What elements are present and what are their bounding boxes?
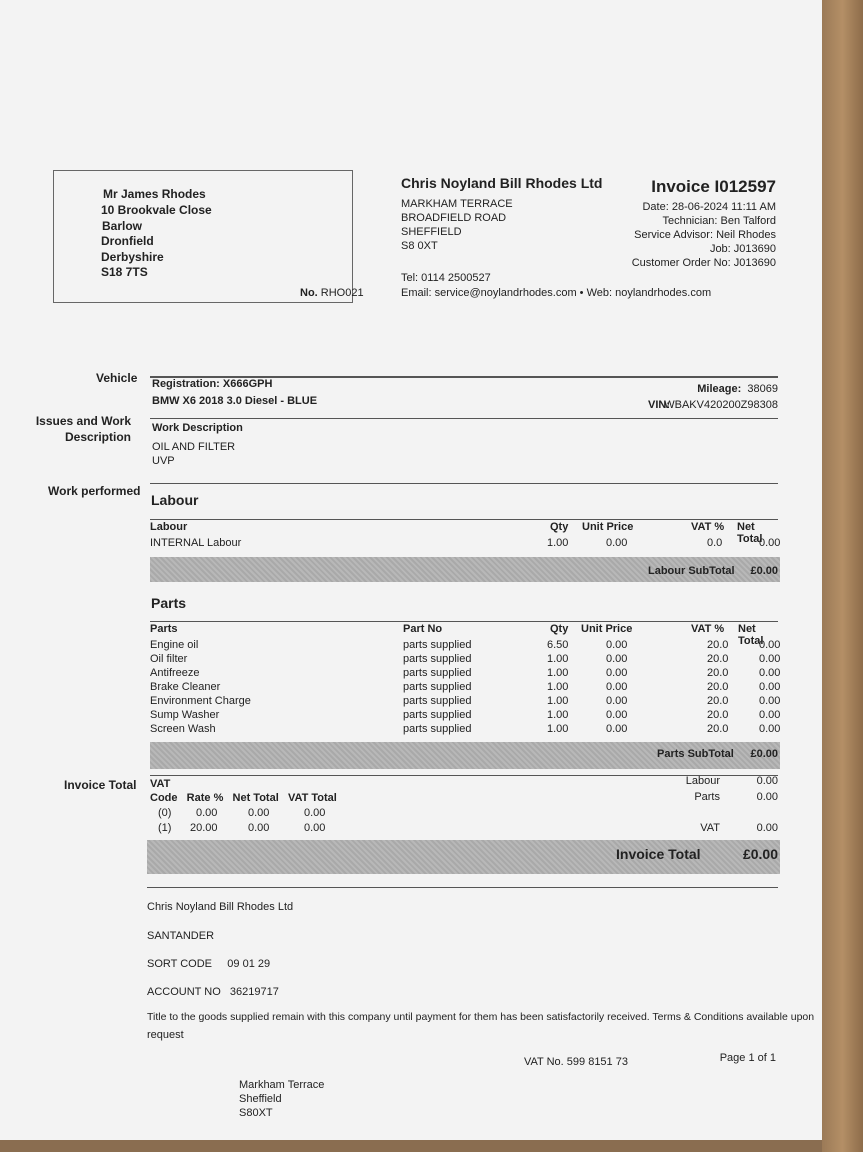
vat-header-row: Code Rate % Net Total VAT Total <box>150 792 337 804</box>
work-description-heading: Work Description <box>152 422 243 434</box>
labour-row: INTERNAL Labour 1.00 0.00 0.0 0.00 <box>150 537 781 549</box>
parts-row <box>150 667 780 681</box>
divider <box>150 775 778 776</box>
invoice-customer-order: Customer Order No: J013690 <box>631 257 776 269</box>
labour-header-row: Labour Qty Unit Price VAT % Net Total <box>150 521 763 545</box>
labour-title: Labour <box>151 492 199 508</box>
parts-cell-net: 0.00 <box>759 667 781 679</box>
vehicle-model: BMW X6 2018 3.0 Diesel - BLUE <box>152 395 318 407</box>
parts-cell-unit: 0.00 <box>606 653 628 665</box>
parts-cell-qty: 1.00 <box>547 709 569 721</box>
parts-cell-item: Environment Charge <box>150 695 251 707</box>
sort-code: SORT CODE 09 01 29 <box>147 958 271 970</box>
totals-parts-value: 0.00 <box>756 791 778 803</box>
parts-cell-unit: 0.00 <box>606 667 628 679</box>
labour-subtotal-label: Labour SubTotal <box>648 565 735 577</box>
divider <box>147 887 778 888</box>
invoice-paper: Mr James Rhodes 10 Brookvale Close Barlow Dronfield Derbyshire S18 7TS No. RHO021 Chris Noyland Bill Rhodes Ltd MARKHAM TERRACE BROADFIELD ROAD SHEFFIELD S8 0XT Tel: 0114 2500527 Email: service@noylandrhodes.com • Web: noylandrhodes.com Invoice I012597 Date: 28-06-2024 11:11 AM Technician: Ben Talford Service Advisor: Neil Rhodes Job: J013690 Customer Order No: J013690 Vehicle Registration: X666GPH BMW X6 2018 3.0 Diesel - BLUE Mileage: 38069 VIN: WBAKV420200Z98308 Issues and Work Description Work Description OIL AND FILTER UVP Work performed Labour Labour Qty Unit Price VAT % Net Total INTERNAL Labour 1.00 0.00 0.0 0.00 Labour SubTotal £0.00 Parts Parts Part No Qty Unit Price VAT % Net Total Engine oil parts supplied 6.50 0.00 20.0 0.00 Oil filter parts supplied 1.00 0.00 20.0 0.00 Antifreeze parts supplied 1.00 0.00 20.0 0.00 Brake Cleaner parts supplied 1.00 0.00 20.0 0.00 Environment Charge parts supplied 1.00 0.00 20.0 0.00 Sump Washer parts supplied 1.00 0.00 20.0 0.00 Screen Wash parts supplied 1.00 0.00 20.0 0.00 Parts SubTotal £0.00 Invoice Total VAT Code Rate % Net Total VAT Total (0) 0.00 0.00 0.00 (1) 20.00 0.00 0.00 Labour 0.00 Parts 0.00 VAT 0.00 Invoice Total £0.00 Chris Noyland Bill Rhodes Ltd SANTANDER SORT CODE 09 01 29 ACCOUNT NO 36219717 Title to the goods supplied remain with this company until payment for them has been satisfactorily received. Terms & Conditions available upon request VAT No. 599 8151 73 Page 1 of 1 Markham Terrace Sheffield S80XT <box>0 0 822 1140</box>
parts-row <box>150 695 780 709</box>
work-description-line: OIL AND FILTER <box>152 441 236 453</box>
invoice-date: Date: 28-06-2024 11:11 AM <box>642 201 776 213</box>
parts-cell-vat: 20.0 <box>707 723 729 735</box>
parts-cell-unit: 0.00 <box>606 681 628 693</box>
parts-cell-item: Screen Wash <box>150 723 216 735</box>
parts-cell-net: 0.00 <box>759 639 781 651</box>
invoice-title: Invoice I012597 <box>651 177 776 196</box>
company-address-line: S8 0XT <box>401 240 438 252</box>
totals-vat-label: VAT <box>700 822 720 834</box>
parts-cell-partno: parts supplied <box>403 639 472 651</box>
divider <box>150 621 778 622</box>
parts-header-row: Parts Part No Qty Unit Price VAT % Net Total <box>150 623 764 647</box>
parts-cell-partno: parts supplied <box>403 653 472 665</box>
parts-cell-unit: 0.00 <box>606 639 628 651</box>
divider <box>150 483 778 484</box>
parts-cell-item: Sump Washer <box>150 709 220 721</box>
parts-row <box>150 723 780 737</box>
vat-number: VAT No. 599 8151 73 <box>524 1056 628 1068</box>
parts-cell-vat: 20.0 <box>707 695 729 707</box>
vehicle-vin: WBAKV420200Z98308 <box>664 399 778 411</box>
parts-cell-net: 0.00 <box>759 709 781 721</box>
company-address-line: MARKHAM TERRACE <box>401 198 513 210</box>
parts-cell-qty: 1.00 <box>547 723 569 735</box>
company-address-line: BROADFIELD ROAD <box>401 212 507 224</box>
divider <box>150 418 778 419</box>
parts-cell-unit: 0.00 <box>606 695 628 707</box>
parts-cell-unit: 0.00 <box>606 723 628 735</box>
customer-name: Mr James Rhodes <box>103 187 206 201</box>
issues-section-label: Issues and Work <box>35 414 131 428</box>
parts-cell-net: 0.00 <box>759 695 781 707</box>
totals-vat-value: 0.00 <box>756 822 778 834</box>
invoice-total-label: Invoice Total <box>616 846 701 862</box>
wooden-surface <box>822 0 863 1152</box>
terms-line: Title to the goods supplied remain with this company until payment for them has been satisfactorily received. Terms & Conditions available upon <box>147 1011 815 1023</box>
customer-postcode: S18 7TS <box>101 265 148 279</box>
parts-cell-net: 0.00 <box>759 653 781 665</box>
parts-cell-unit: 0.00 <box>606 709 628 721</box>
invoice-service-advisor: Service Advisor: Neil Rhodes <box>634 229 776 241</box>
parts-cell-qty: 1.00 <box>547 681 569 693</box>
totals-parts-label: Parts <box>694 791 720 803</box>
totals-labour-value: 0.00 <box>756 775 778 787</box>
account-number-footer: ACCOUNT NO 36219717 <box>147 986 279 998</box>
parts-cell-qty: 1.00 <box>547 653 569 665</box>
invoice-job: Job: J013690 <box>709 243 776 255</box>
footer-address-line: Sheffield <box>239 1093 282 1105</box>
parts-row <box>150 681 780 695</box>
parts-subtotal-label: Parts SubTotal <box>657 748 734 760</box>
parts-cell-vat: 20.0 <box>707 653 729 665</box>
parts-cell-qty: 6.50 <box>547 639 569 651</box>
divider <box>150 519 778 520</box>
parts-cell-partno: parts supplied <box>403 723 472 735</box>
customer-address-line: Barlow <box>102 219 143 233</box>
footer-address-line: Markham Terrace <box>239 1079 325 1091</box>
invoice-total-section-label: Invoice Total <box>64 778 137 792</box>
parts-cell-vat: 20.0 <box>707 681 729 693</box>
parts-cell-vat: 20.0 <box>707 639 729 651</box>
parts-cell-partno: parts supplied <box>403 709 472 721</box>
vehicle-registration: Registration: X666GPH <box>152 378 273 390</box>
company-contact: Email: service@noylandrhodes.com • Web: noylandrhodes.com <box>401 287 712 299</box>
parts-row <box>150 709 780 723</box>
totals-labour-label: Labour <box>685 775 720 787</box>
parts-subtotal-value: £0.00 <box>750 748 778 760</box>
work-performed-label: Work performed <box>48 484 141 498</box>
footer-address-line: S80XT <box>239 1107 273 1119</box>
parts-cell-net: 0.00 <box>759 723 781 735</box>
parts-title: Parts <box>151 595 187 611</box>
vehicle-mileage: Mileage: 38069 <box>697 383 778 395</box>
issues-section-label: Description <box>64 430 131 444</box>
page-number: Page 1 of 1 <box>719 1052 776 1064</box>
customer-address-line: Derbyshire <box>101 250 164 264</box>
customer-address-line: Dronfield <box>101 234 154 248</box>
account-number: No. RHO021 <box>300 287 364 299</box>
parts-cell-item: Antifreeze <box>150 667 200 679</box>
parts-cell-item: Engine oil <box>150 639 199 651</box>
terms-line: request <box>147 1029 184 1041</box>
invoice-total-value: £0.00 <box>742 846 778 862</box>
parts-cell-partno: parts supplied <box>403 695 472 707</box>
customer-address-line: 10 Brookvale Close <box>101 203 212 217</box>
parts-row <box>150 639 780 653</box>
parts-cell-net: 0.00 <box>759 681 781 693</box>
invoice-technician: Technician: Ben Talford <box>662 215 776 227</box>
parts-cell-qty: 1.00 <box>547 695 569 707</box>
company-address-line: SHEFFIELD <box>401 226 462 238</box>
parts-cell-partno: parts supplied <box>403 667 472 679</box>
vat-title: VAT <box>150 778 171 790</box>
parts-cell-item: Oil filter <box>150 653 188 665</box>
bank-name: SANTANDER <box>147 930 215 942</box>
vehicle-section-label: Vehicle <box>96 371 138 385</box>
company-telephone: Tel: 0114 2500527 <box>401 272 491 284</box>
bank-company: Chris Noyland Bill Rhodes Ltd <box>147 901 294 913</box>
labour-subtotal-value: £0.00 <box>750 565 778 577</box>
parts-cell-vat: 20.0 <box>707 709 729 721</box>
vehicle-vin-label: VIN: <box>648 399 670 411</box>
work-description-line: UVP <box>152 455 175 467</box>
parts-cell-partno: parts supplied <box>403 681 472 693</box>
company-name: Chris Noyland Bill Rhodes Ltd <box>401 175 603 191</box>
parts-cell-vat: 20.0 <box>707 667 729 679</box>
parts-cell-item: Brake Cleaner <box>150 681 221 693</box>
parts-cell-qty: 1.00 <box>547 667 569 679</box>
parts-row <box>150 653 780 667</box>
